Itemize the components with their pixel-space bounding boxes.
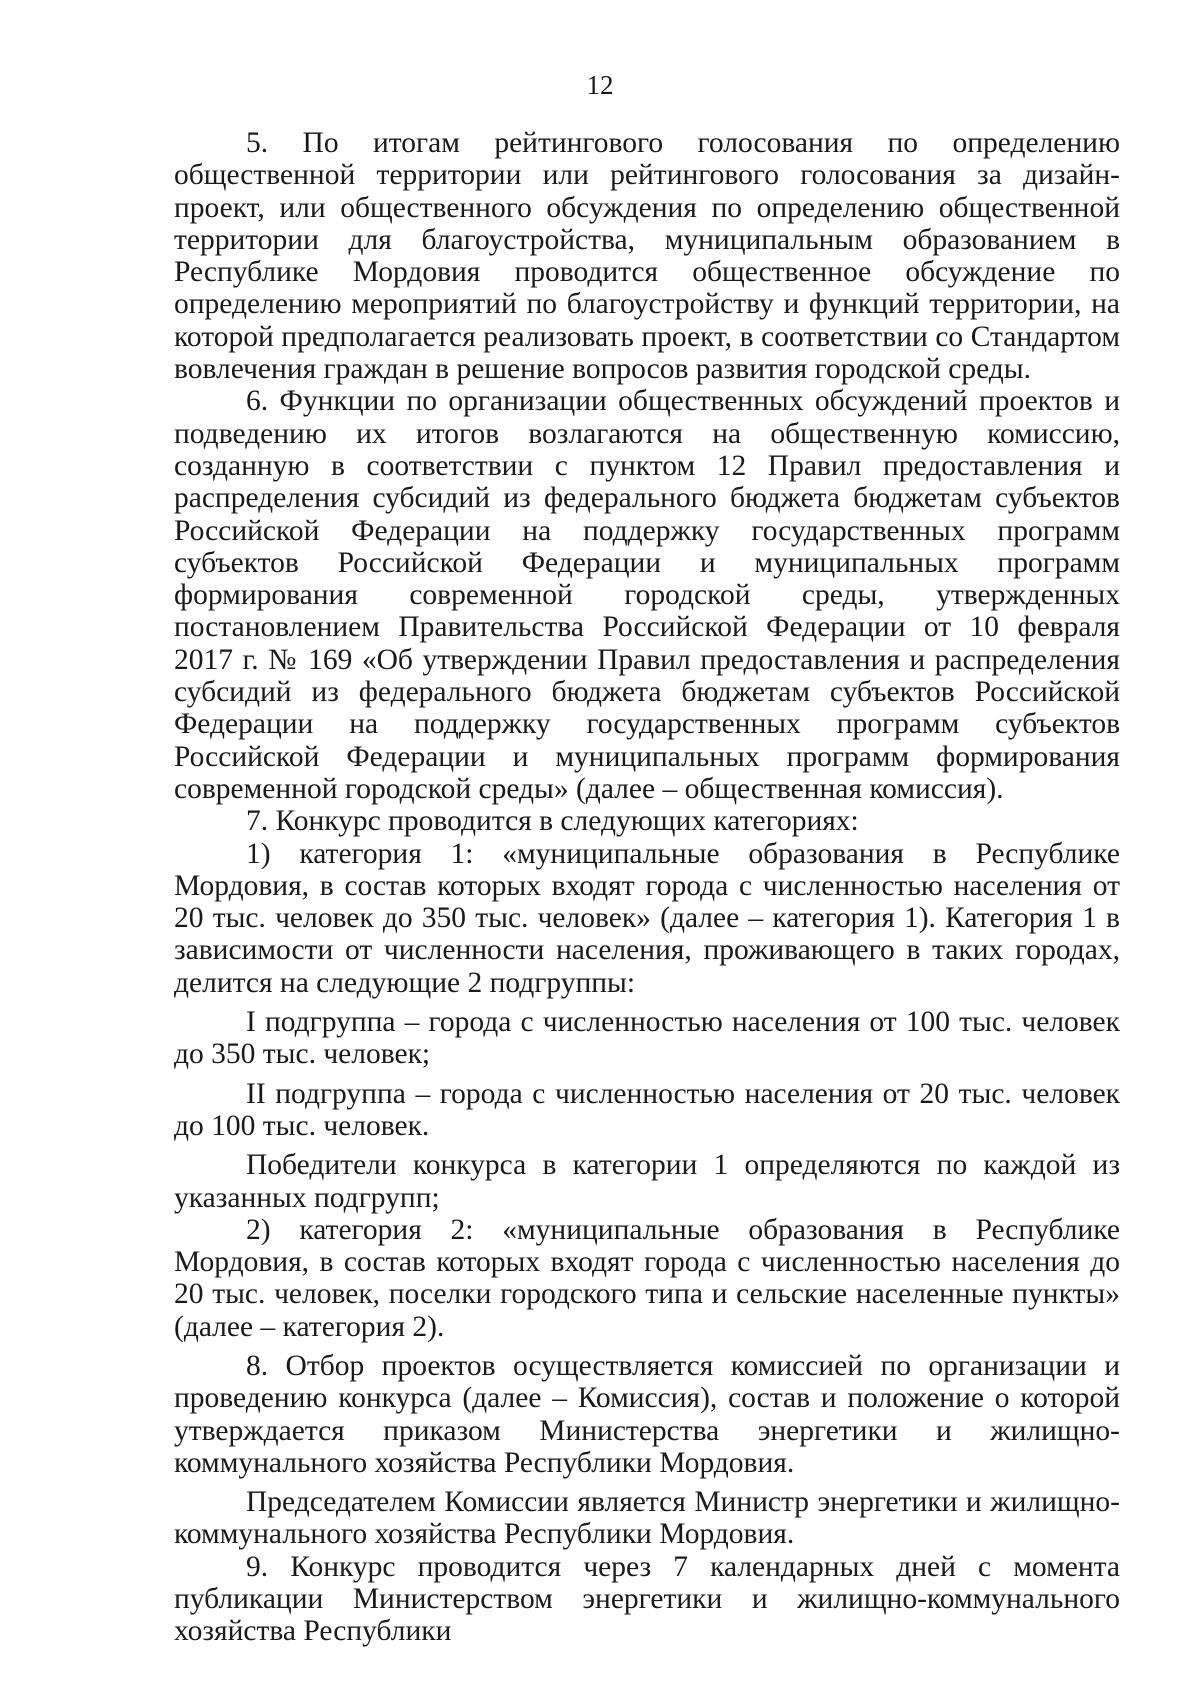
page-number: 12 bbox=[586, 70, 614, 100]
paragraph-7: 7. Конкурс проводится в следующих категориях: bbox=[246, 805, 859, 838]
paragraph-category-1-winners: Победители конкурса в категории 1 определяются по каждой из указанных подгрупп; bbox=[174, 1149, 1120, 1214]
paragraph-5: 5. По итогам рейтингового голосования по определению общественной территории или рейтингового голосования за дизайн-проект, или общественного обсуждения по определению общественной территории для благоустройства, муниципальным образованием в Республике Мордовия проводится общественное обсуждение по определению мероприятий по благоустройству и функций территории, на которой предполагается реализовать проект, в соответствии со Стандартом вовлечения граждан в решение вопросов развития городской среды. bbox=[174, 127, 1120, 386]
paragraph-6: 6. Функции по организации общественных обсуждений проектов и подведению их итогов возлагаются на общественную комиссию, созданную в соответствии с пунктом 12 Правил предоставления и распределения субсидий из федерального бюджета бюджетам субъектов Российской Федерации на поддержку государственных программ субъектов Российской Федерации и муниципальных программ формирования современной городской среды, утвержденных постановлением Правительства Российской Федерации от 10 февраля 2017 г. № 169 «Об утверждении Правил предоставления и распределения субсидий из федерального бюджета бюджетам субъектов Российской Федерации на поддержку государственных программ субъектов Российской Федерации и муниципальных программ формирования современной городской среды» (далее – общественная комиссия). bbox=[174, 385, 1120, 805]
paragraph-7-category-1: 1) категория 1: «муниципальные образования в Республике Мордовия, в состав которых входят города с численностью населения от 20 тыс. человек до 350 тыс. человек» (далее – категория 1). Категория 1 в зависимости от численности населения, проживающего в таких городах, делится на следующие 2 подгруппы: bbox=[174, 837, 1120, 999]
paragraph-8: 8. Отбор проектов осуществляется комиссией по организации и проведению конкурса (далее – Комиссия), состав и положение о которой утверждается приказом Министерства энергетики и жилищно-коммунального хозяйства Республики Мордовия. bbox=[174, 1349, 1120, 1479]
paragraph-9: 9. Конкурс проводится через 7 календарных дней с момента публикации Министерством энергетики и жилищно-коммунального хозяйства Республики bbox=[174, 1550, 1120, 1648]
paragraph-subgroup-1: I подгруппа – города с численностью населения от 100 тыс. человек до 350 тыс. человек; bbox=[174, 1006, 1120, 1071]
document-body bbox=[174, 127, 1120, 1648]
paragraph-subgroup-2: II подгруппа – города с численностью населения от 20 тыс. человек до 100 тыс. человек. bbox=[174, 1077, 1120, 1142]
paragraph-8-chairman: Председателем Комиссии является Министр энергетики и жилищно-коммунального хозяйства Республики Мордовия. bbox=[174, 1486, 1120, 1551]
paragraph-7-category-2: 2) категория 2: «муниципальные образования в Республике Мордовия, в состав которых входят города с численностью населения до 20 тыс. человек, поселки городского типа и сельские населенные пункты» (далее – категория 2). bbox=[174, 1213, 1120, 1343]
